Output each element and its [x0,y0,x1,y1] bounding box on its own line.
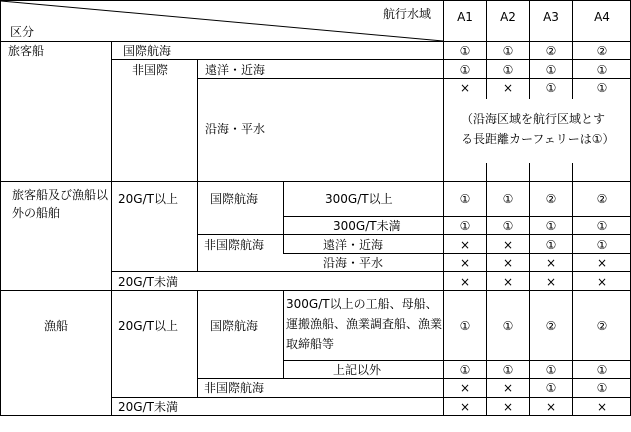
other-coastal-label: 沿海・平水 [323,256,384,270]
value-cell: × [596,400,608,414]
passenger-ship-label: 旅客船 [8,44,45,58]
fishing-over20-label: 20G/T以上 [118,319,178,333]
value-cell: × [502,381,514,395]
value-cell: ① [545,81,557,95]
value-cell: ① [459,192,471,206]
value-cell: ① [545,381,557,395]
other-non-international-label: 非国際航海 [204,238,265,252]
value-cell: ① [545,238,557,252]
value-cell: ① [596,219,608,233]
value-cell: ① [502,319,514,333]
other-under300-label: 300G/T未満 [333,219,401,233]
value-cell: ① [459,219,471,233]
value-cell: ② [596,44,608,58]
fishing-under20-label: 20G/T未満 [118,400,178,414]
value-cell: × [545,256,557,270]
passenger-ocean-near-label: 遠洋・近海 [205,63,266,77]
value-cell: ① [545,363,557,377]
value-cell: ① [596,381,608,395]
value-cell: × [459,275,471,289]
value-cell: ① [545,63,557,77]
passenger-non-international-label: 非国際 [132,63,169,77]
value-cell: × [459,256,471,270]
fishing-over300-description: 300G/T以上の工船、母船、運搬漁船、漁業調査船、漁業取締船等 [286,297,443,351]
other-over20-label: 20G/T以上 [118,192,178,206]
value-cell: ① [502,363,514,377]
category-label: 区分 [10,25,35,39]
value-cell: × [502,81,514,95]
value-cell: × [545,275,557,289]
value-cell: ① [596,238,608,252]
navigation-area-label: 航行水域 [383,7,432,21]
other-ocean-near-label: 遠洋・近海 [323,238,384,252]
fishing-ship-label: 漁船 [44,319,69,333]
value-cell: × [502,400,514,414]
value-cell: × [596,256,608,270]
other-over300-label: 300G/T以上 [325,192,393,206]
other-under20-label: 20G/T未満 [118,275,178,289]
value-cell: ① [596,81,608,95]
column-header-a3: A3 [543,10,559,24]
fishing-non-international-label: 非国際航海 [204,381,265,395]
other-international-label: 国際航海 [210,192,259,206]
value-cell: ① [502,63,514,77]
value-cell: ① [459,319,471,333]
column-header-a1: A1 [457,10,473,24]
fishing-international-label: 国際航海 [210,319,259,333]
passenger-coastal-label: 沿海・平水 [205,122,266,136]
value-cell: ② [545,192,557,206]
value-cell: ② [596,192,608,206]
value-cell: ① [596,63,608,77]
other-ship-label: 旅客船及び漁船以外の船舶 [12,188,109,220]
value-cell: ① [459,44,471,58]
value-cell: ① [596,363,608,377]
column-header-a2: A2 [500,10,516,24]
value-cell: ② [545,319,557,333]
long-distance-ferry-note: （沿海区域を航行区域とする長距離カーフェリーは①） [461,112,615,146]
value-cell: × [502,256,514,270]
value-cell: ① [545,219,557,233]
value-cell: ① [502,192,514,206]
value-cell: × [459,400,471,414]
value-cell: × [459,81,471,95]
value-cell: ① [459,363,471,377]
fishing-other-than-label: 上記以外 [333,363,382,377]
value-cell: × [596,275,608,289]
value-cell: × [459,381,471,395]
value-cell: ① [502,44,514,58]
value-cell: × [459,238,471,252]
column-header-a4: A4 [594,10,610,24]
value-cell: ① [459,63,471,77]
value-cell: ② [545,44,557,58]
value-cell: ① [502,219,514,233]
header-diagonal-line [0,0,444,42]
value-cell: × [502,238,514,252]
passenger-international-label: 国際航海 [123,44,172,58]
value-cell: ② [596,319,608,333]
value-cell: × [502,275,514,289]
value-cell: × [545,400,557,414]
